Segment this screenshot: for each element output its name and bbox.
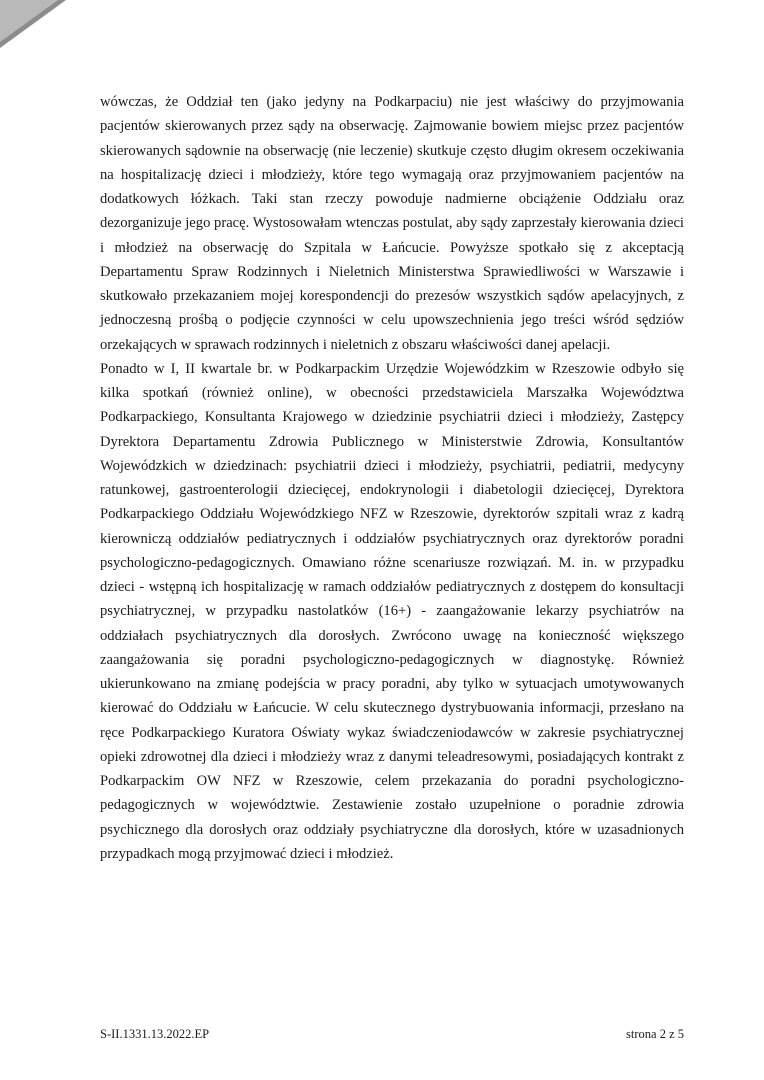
page-number: strona 2 z 5 (626, 1027, 684, 1041)
document-body (100, 90, 684, 866)
folded-corner-shade (0, 0, 58, 42)
paragraph: wówczas, że Oddział ten (jako jedyny na Podkarpaciu) nie jest właściwy do przyjmowania pacjentów skierowanych przez sądy na obserwację. Zajmowanie bowiem miejsc przez pacjentów skierowanych sądownie na obserwację (nie leczenie) skutkuje często długim okresem oczekiwania na hospitalizację dzieci i młodzieży, które tego wymagają oraz przyjmowaniem pacjentów na dodatkowych łóżkach. Taki stan rzeczy powoduje nadmierne obciążenie Oddziału oraz dezorganizuje jego pracę. Wystosowałam wtenczas postulat, aby sądy zaprzestały kierowania dzieci i młodzież na obserwację do Szpitala w Łańcucie. Powyższe spotkało się z akceptacją Departamentu Spraw Rodzinnych i Nieletnich Ministerstwa Sprawiedliwości w Warszawie i skutkowało przekazaniem mojej korespondencji do prezesów wszystkich sądów apelacyjnych, z jednoczesną prośbą o podjęcie czynności w celu upowszechnienia jego treści wśród sędziów orzekających w sprawach rodzinnych i nieletnich z obszaru właściwości danej apelacji. (100, 94, 684, 353)
paragraph: Ponadto w I, II kwartale br. w Podkarpackim Urzędzie Wojewódzkim w Rzeszowie odbyło się kilka spotkań (również online), w obecności przedstawiciela Marszałka Województwa Podkarpackiego, Konsultanta Krajowego w dziedzinie psychiatrii dzieci i młodzieży, Zastępcy Dyrektora Departamentu Zdrowia Publicznego w Ministerstwie Zdrowia, Konsultantów Wojewódzkich w dziedzinach: psychiatrii dzieci i młodzieży, psychiatrii, pediatrii, medycyny ratunkowej, gastroenterologii dziecięcej, endokrynologii i diabetologii dziecięcej, Dyrektora Podkarpackiego Oddziału Wojewódzkiego NFZ w Rzeszowie, dyrektorów szpitali wraz z kadrą kierowniczą oddziałów pediatrycznych i oddziałów psychiatrycznych oraz dyrektorów poradni psychologiczno-pedagogicznych. Omawiano różne scenariusze rozwiązań. M. in. w przypadku dzieci - wstępną ich hospitalizację w ramach oddziałów pediatrycznych z dostępem do konsultacji psychiatrycznej, w przypadku nastolatków (16+) - zaangażowanie lekarzy psychiatrów na oddziałach psychiatrycznych dla dorosłych. Zwrócono uwagę na konieczność większego zaangażowania się poradni psychologiczno-pedagogicznych w diagnostykę. Również ukierunkowano na zmianę podejścia w pracy poradni, aby tylko w sytuacjach umotywowanych kierować do Oddziału w Łańcucie. W celu skutecznego dystrybuowania informacji, przesłano na ręce Podkarpackiego Kuratora Oświaty wykaz świadczeniodawców w zakresie psychiatrycznej opieki zdrowotnej dla dzieci i młodzieży wraz z danymi teleadresowymi, posiadających kontrakt z Podkarpackim OW NFZ w Rzeszowie, celem przekazania do poradni psychologiczno-pedagogicznych w województwie. Zestawienie zostało uzupełnione o poradnie zdrowia psychicznego dla dorosłych oraz oddziały psychiatryczne dla dorosłych, które w uzasadnionych przypadkach mogą przyjmować dzieci i młodzież. (100, 360, 684, 862)
document-reference-number: S-II.1331.13.2022.EP (100, 1027, 210, 1041)
